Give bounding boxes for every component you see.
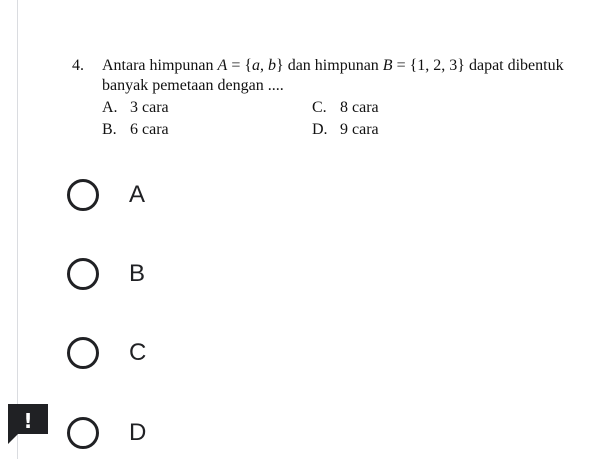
set-a-name: A <box>217 57 228 74</box>
question-line-2: banyak pemetaan dengan .... <box>102 77 284 94</box>
choice-text: 3 cara <box>130 99 169 116</box>
choice-d <box>312 120 379 140</box>
radio-option-b[interactable] <box>67 258 267 298</box>
choice-text: 8 cara <box>340 99 379 116</box>
choice-text: 9 cara <box>340 121 379 138</box>
option-label-a: A <box>129 181 146 208</box>
radio-option-d[interactable] <box>67 417 267 457</box>
question-text-part: = {1, 2, 3} dapat dibentuk <box>392 57 564 74</box>
option-label-c: C <box>129 339 147 366</box>
choice-letter: D. <box>312 121 328 138</box>
question-text <box>102 56 612 96</box>
exclamation-flag-icon[interactable] <box>8 404 48 444</box>
left-divider <box>17 0 18 459</box>
radio-button-d[interactable] <box>67 417 99 449</box>
question-text-part: = { <box>227 57 253 74</box>
choice-b <box>102 120 169 140</box>
question-text-part: Antara himpunan <box>102 57 218 74</box>
question-line-1 <box>102 56 612 76</box>
radio-option-c[interactable] <box>67 337 267 377</box>
set-b-name: B <box>382 57 393 74</box>
choice-a <box>102 98 169 118</box>
question-text-part: , <box>260 57 269 74</box>
option-label-d: D <box>129 419 147 446</box>
choice-letter: C. <box>312 99 327 116</box>
choice-c <box>312 98 379 118</box>
radio-button-a[interactable] <box>67 179 99 211</box>
choice-letter: B. <box>102 121 117 138</box>
set-a-element: b <box>268 57 277 74</box>
alert-text: ! <box>23 409 33 433</box>
radio-button-b[interactable] <box>67 258 99 290</box>
set-a-element: a <box>252 57 261 74</box>
option-label-b: B <box>129 260 146 287</box>
question-number: 4. <box>72 57 84 74</box>
question-text-part: } dan himpunan <box>276 57 383 74</box>
radio-button-c[interactable] <box>67 337 99 369</box>
choice-letter: A. <box>102 99 118 116</box>
choice-text: 6 cara <box>130 121 169 138</box>
radio-option-a[interactable] <box>67 179 267 219</box>
